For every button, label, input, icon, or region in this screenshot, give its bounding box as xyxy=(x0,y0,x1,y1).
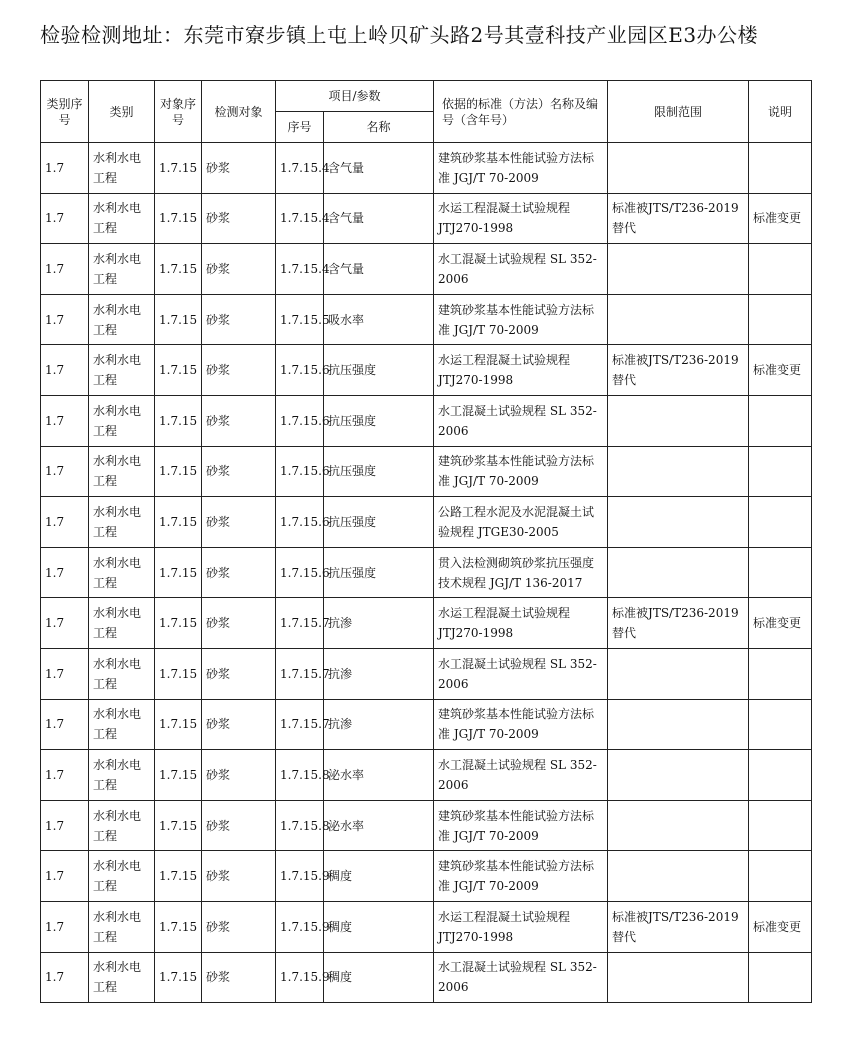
cell-limit xyxy=(608,446,749,497)
cell-limit xyxy=(608,497,749,548)
cell-item-name: 抗渗 xyxy=(324,648,434,699)
cell-cat-code: 1.7 xyxy=(41,598,89,649)
cell-cat: 水利水电工程 xyxy=(89,345,155,396)
cell-limit xyxy=(608,294,749,345)
cell-item-name: 抗压强度 xyxy=(324,547,434,598)
table-row xyxy=(41,648,812,699)
cell-cat-code: 1.7 xyxy=(41,497,89,548)
table-row xyxy=(41,800,812,851)
cell-cat-code: 1.7 xyxy=(41,345,89,396)
cell-obj: 砂浆 xyxy=(202,547,276,598)
cell-standard: 水运工程混凝土试验规程JTJ270-1998 xyxy=(434,345,608,396)
cell-limit xyxy=(608,143,749,194)
cell-obj-code: 1.7.15 xyxy=(155,446,202,497)
table-row xyxy=(41,294,812,345)
cell-obj: 砂浆 xyxy=(202,446,276,497)
cell-obj: 砂浆 xyxy=(202,497,276,548)
cell-item-code: 1.7.15.8 xyxy=(276,750,324,801)
cell-item-code: 1.7.15.6 xyxy=(276,497,324,548)
table-row xyxy=(41,750,812,801)
cell-obj-code: 1.7.15 xyxy=(155,143,202,194)
cell-obj-code: 1.7.15 xyxy=(155,901,202,952)
header-obj-code: 对象序号 xyxy=(155,81,202,143)
cell-item-code: 1.7.15.4 xyxy=(276,244,324,295)
cell-standard: 水工混凝土试验规程 SL 352-2006 xyxy=(434,244,608,295)
page-title: 检验检测地址：东莞市寮步镇上屯上岭贝矿头路2号其壹科技产业园区E3办公楼 xyxy=(40,23,759,47)
cell-note xyxy=(749,395,812,446)
header-item-code: 序号 xyxy=(276,112,324,143)
header-limit: 限制范围 xyxy=(608,81,749,143)
cell-obj: 砂浆 xyxy=(202,750,276,801)
table-row xyxy=(41,193,812,244)
cell-limit xyxy=(608,699,749,750)
cell-limit: 标准被JTS/T236-2019替代 xyxy=(608,193,749,244)
cell-item-code: 1.7.15.6 xyxy=(276,446,324,497)
cell-limit xyxy=(608,851,749,902)
cell-standard: 水运工程混凝土试验规程JTJ270-1998 xyxy=(434,193,608,244)
cell-note xyxy=(749,750,812,801)
cell-cat-code: 1.7 xyxy=(41,901,89,952)
cell-cat-code: 1.7 xyxy=(41,800,89,851)
cell-item-name: 吸水率 xyxy=(324,294,434,345)
cell-item-code: 1.7.15.4 xyxy=(276,193,324,244)
header-item-name: 名称 xyxy=(324,112,434,143)
cell-obj-code: 1.7.15 xyxy=(155,294,202,345)
header-std: 依据的标准（方法）名称及编号（含年号） xyxy=(434,81,608,143)
cell-obj: 砂浆 xyxy=(202,648,276,699)
cell-obj: 砂浆 xyxy=(202,699,276,750)
cell-obj: 砂浆 xyxy=(202,294,276,345)
cell-item-code: 1.7.15.9 xyxy=(276,851,324,902)
cell-standard: 公路工程水泥及水泥混凝土试验规程 JTGE30-2005 xyxy=(434,497,608,548)
cell-obj-code: 1.7.15 xyxy=(155,395,202,446)
cell-note xyxy=(749,648,812,699)
cell-cat: 水利水电工程 xyxy=(89,800,155,851)
cell-cat: 水利水电工程 xyxy=(89,648,155,699)
cell-cat: 水利水电工程 xyxy=(89,547,155,598)
cell-item-name: 泌水率 xyxy=(324,750,434,801)
cell-obj-code: 1.7.15 xyxy=(155,244,202,295)
cell-obj-code: 1.7.15 xyxy=(155,497,202,548)
cell-standard: 贯入法检测砌筑砂浆抗压强度技术规程 JGJ/T 136-2017 xyxy=(434,547,608,598)
cell-note: 标准变更 xyxy=(749,345,812,396)
cell-obj-code: 1.7.15 xyxy=(155,598,202,649)
header-item-group: 项目/参数 xyxy=(276,81,434,112)
cell-cat: 水利水电工程 xyxy=(89,750,155,801)
cell-limit xyxy=(608,750,749,801)
cell-item-name: 抗压强度 xyxy=(324,395,434,446)
cell-item-code: 1.7.15.7 xyxy=(276,699,324,750)
table-row xyxy=(41,345,812,396)
cell-note xyxy=(749,244,812,295)
cell-limit xyxy=(608,952,749,1003)
cell-obj: 砂浆 xyxy=(202,345,276,396)
cell-item-name: 稠度 xyxy=(324,901,434,952)
cell-cat-code: 1.7 xyxy=(41,851,89,902)
cell-obj-code: 1.7.15 xyxy=(155,699,202,750)
cell-limit xyxy=(608,648,749,699)
table-row xyxy=(41,547,812,598)
cell-item-code: 1.7.15.9 xyxy=(276,952,324,1003)
cell-obj: 砂浆 xyxy=(202,244,276,295)
cell-cat: 水利水电工程 xyxy=(89,446,155,497)
cell-item-name: 抗压强度 xyxy=(324,446,434,497)
table-row xyxy=(41,901,812,952)
cell-note: 标准变更 xyxy=(749,193,812,244)
cell-obj: 砂浆 xyxy=(202,193,276,244)
cell-obj-code: 1.7.15 xyxy=(155,851,202,902)
cell-item-code: 1.7.15.6 xyxy=(276,345,324,396)
cell-standard: 水工混凝土试验规程 SL 352-2006 xyxy=(434,750,608,801)
cell-standard: 水运工程混凝土试验规程JTJ270-1998 xyxy=(434,598,608,649)
cell-cat: 水利水电工程 xyxy=(89,901,155,952)
cell-cat: 水利水电工程 xyxy=(89,294,155,345)
cell-standard: 建筑砂浆基本性能试验方法标准 JGJ/T 70-2009 xyxy=(434,851,608,902)
scope-table xyxy=(40,80,812,1003)
cell-item-name: 稠度 xyxy=(324,851,434,902)
cell-obj: 砂浆 xyxy=(202,901,276,952)
cell-item-name: 抗压强度 xyxy=(324,345,434,396)
cell-note xyxy=(749,143,812,194)
cell-cat-code: 1.7 xyxy=(41,952,89,1003)
cell-standard: 建筑砂浆基本性能试验方法标准 JGJ/T 70-2009 xyxy=(434,699,608,750)
cell-note: 标准变更 xyxy=(749,901,812,952)
cell-item-code: 1.7.15.7 xyxy=(276,598,324,649)
cell-note xyxy=(749,952,812,1003)
cell-standard: 建筑砂浆基本性能试验方法标准 JGJ/T 70-2009 xyxy=(434,800,608,851)
cell-cat: 水利水电工程 xyxy=(89,598,155,649)
cell-cat-code: 1.7 xyxy=(41,395,89,446)
cell-cat: 水利水电工程 xyxy=(89,952,155,1003)
cell-standard: 建筑砂浆基本性能试验方法标准 JGJ/T 70-2009 xyxy=(434,446,608,497)
cell-item-code: 1.7.15.6 xyxy=(276,547,324,598)
cell-note xyxy=(749,547,812,598)
cell-item-code: 1.7.15.7 xyxy=(276,648,324,699)
cell-cat-code: 1.7 xyxy=(41,699,89,750)
cell-note xyxy=(749,800,812,851)
cell-cat: 水利水电工程 xyxy=(89,851,155,902)
cell-cat-code: 1.7 xyxy=(41,446,89,497)
cell-item-code: 1.7.15.5 xyxy=(276,294,324,345)
cell-note xyxy=(749,446,812,497)
header-cat: 类别 xyxy=(89,81,155,143)
cell-limit: 标准被JTS/T236-2019替代 xyxy=(608,345,749,396)
cell-cat: 水利水电工程 xyxy=(89,395,155,446)
cell-obj: 砂浆 xyxy=(202,952,276,1003)
cell-obj-code: 1.7.15 xyxy=(155,193,202,244)
cell-cat-code: 1.7 xyxy=(41,244,89,295)
cell-standard: 水工混凝土试验规程 SL 352-2006 xyxy=(434,648,608,699)
table-row xyxy=(41,143,812,194)
cell-limit xyxy=(608,800,749,851)
cell-cat-code: 1.7 xyxy=(41,750,89,801)
cell-standard: 水工混凝土试验规程 SL 352-2006 xyxy=(434,952,608,1003)
header-note: 说明 xyxy=(749,81,812,143)
table-row xyxy=(41,244,812,295)
cell-limit: 标准被JTS/T236-2019替代 xyxy=(608,598,749,649)
cell-note xyxy=(749,851,812,902)
table-row xyxy=(41,446,812,497)
cell-cat: 水利水电工程 xyxy=(89,193,155,244)
cell-standard: 建筑砂浆基本性能试验方法标准 JGJ/T 70-2009 xyxy=(434,294,608,345)
cell-obj: 砂浆 xyxy=(202,800,276,851)
cell-cat-code: 1.7 xyxy=(41,294,89,345)
cell-limit: 标准被JTS/T236-2019替代 xyxy=(608,901,749,952)
cell-obj-code: 1.7.15 xyxy=(155,750,202,801)
cell-cat-code: 1.7 xyxy=(41,143,89,194)
cell-cat: 水利水电工程 xyxy=(89,497,155,548)
cell-cat-code: 1.7 xyxy=(41,193,89,244)
cell-note xyxy=(749,294,812,345)
header-obj: 检测对象 xyxy=(202,81,276,143)
cell-item-code: 1.7.15.4 xyxy=(276,143,324,194)
cell-obj: 砂浆 xyxy=(202,143,276,194)
cell-obj-code: 1.7.15 xyxy=(155,952,202,1003)
cell-item-name: 抗渗 xyxy=(324,598,434,649)
cell-item-name: 含气量 xyxy=(324,143,434,194)
cell-note: 标准变更 xyxy=(749,598,812,649)
table-row xyxy=(41,851,812,902)
table-row xyxy=(41,598,812,649)
cell-item-name: 抗渗 xyxy=(324,699,434,750)
cell-standard: 建筑砂浆基本性能试验方法标准 JGJ/T 70-2009 xyxy=(434,143,608,194)
table-body xyxy=(41,143,812,1003)
cell-obj-code: 1.7.15 xyxy=(155,648,202,699)
cell-cat: 水利水电工程 xyxy=(89,244,155,295)
cell-standard: 水工混凝土试验规程 SL 352-2006 xyxy=(434,395,608,446)
cell-cat: 水利水电工程 xyxy=(89,143,155,194)
cell-obj: 砂浆 xyxy=(202,395,276,446)
cell-item-code: 1.7.15.8 xyxy=(276,800,324,851)
cell-limit xyxy=(608,244,749,295)
cell-item-name: 含气量 xyxy=(324,244,434,295)
cell-obj-code: 1.7.15 xyxy=(155,345,202,396)
table-row xyxy=(41,497,812,548)
cell-limit xyxy=(608,395,749,446)
cell-cat-code: 1.7 xyxy=(41,648,89,699)
table-row xyxy=(41,699,812,750)
cell-obj-code: 1.7.15 xyxy=(155,547,202,598)
cell-item-name: 稠度 xyxy=(324,952,434,1003)
cell-standard: 水运工程混凝土试验规程JTJ270-1998 xyxy=(434,901,608,952)
header-cat-code: 类别序号 xyxy=(41,81,89,143)
table-row xyxy=(41,952,812,1003)
cell-cat-code: 1.7 xyxy=(41,547,89,598)
cell-cat: 水利水电工程 xyxy=(89,699,155,750)
cell-note xyxy=(749,699,812,750)
cell-obj: 砂浆 xyxy=(202,598,276,649)
cell-item-code: 1.7.15.9 xyxy=(276,901,324,952)
cell-item-code: 1.7.15.6 xyxy=(276,395,324,446)
cell-limit xyxy=(608,547,749,598)
table-row xyxy=(41,395,812,446)
cell-item-name: 含气量 xyxy=(324,193,434,244)
cell-obj-code: 1.7.15 xyxy=(155,800,202,851)
cell-item-name: 抗压强度 xyxy=(324,497,434,548)
cell-note xyxy=(749,497,812,548)
cell-obj: 砂浆 xyxy=(202,851,276,902)
cell-item-name: 泌水率 xyxy=(324,800,434,851)
